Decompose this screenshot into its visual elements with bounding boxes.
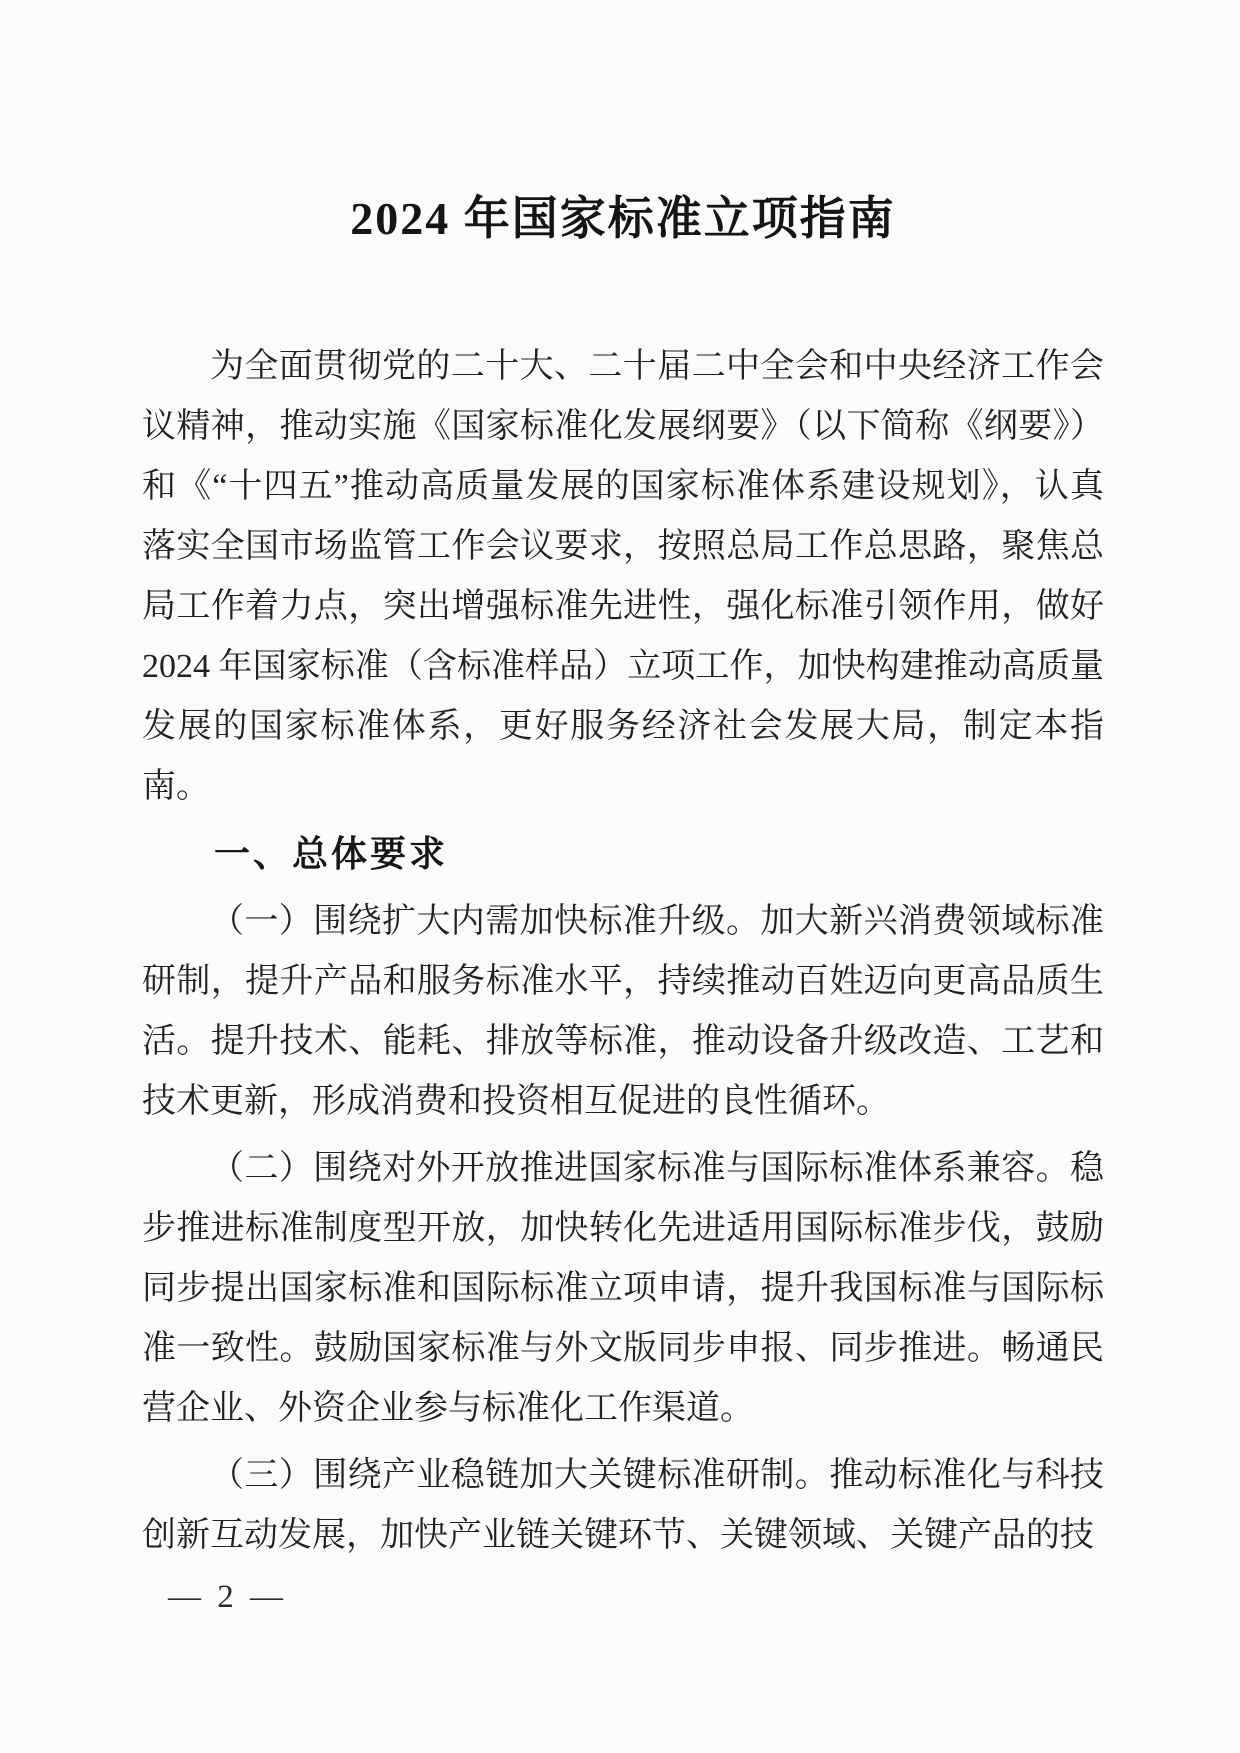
- page-number: — 2 —: [168, 1579, 287, 1615]
- numbered-paragraph-2: （二）围绕对外开放推进国家标准与国际标准体系兼容。稳步推进标准制度型开放，加快转化先进适用国际标准步伐，鼓励同步提出国家标准和国际标准立项申请，提升我国标准与国际标准一致性。鼓励国家标准与外文版同步申报、同步推进。畅通民营企业、外资企业参与标准化工作渠道。: [142, 1150, 1104, 1427]
- document-title: 2024 年国家标准立项指南: [350, 193, 896, 244]
- numbered-paragraph-3: （三）围绕产业稳链加大关键标准研制。推动标准化与科技创新互动发展，加快产业链关键环节、关键领域、关键产品的技: [142, 1457, 1104, 1554]
- numbered-paragraph-1: （一）围绕扩大内需加快标准升级。加大新兴消费领域标准研制，提升产品和服务标准水平，持续推动百姓迈向更高品质生活。提升技术、能耗、排放等标准，推动设备升级改造、工艺和技术更新，形成消费和投资相互促进的良性循环。: [142, 903, 1104, 1120]
- intro-paragraph: 为全面贯彻党的二十大、二十届二中全会和中央经济工作会议精神，推动实施《国家标准化发展纲要》（以下简称《纲要》）和《“十四五”推动高质量发展的国家标准体系建设规划》，认真落实全国市场监管工作会议要求，按照总局工作总思路，聚焦总局工作着力点，突出增强标准先进性，强化标准引领作用，做好 2024 年国家标准（含标准样品）立项工作，加快构建推动高质量发展的国家标准体系，更好服务经济社会发展大局，制定本指南。: [142, 348, 1104, 805]
- section-heading-overall-requirements: 一、总体要求: [214, 834, 449, 875]
- document-content: [142, 183, 1104, 1566]
